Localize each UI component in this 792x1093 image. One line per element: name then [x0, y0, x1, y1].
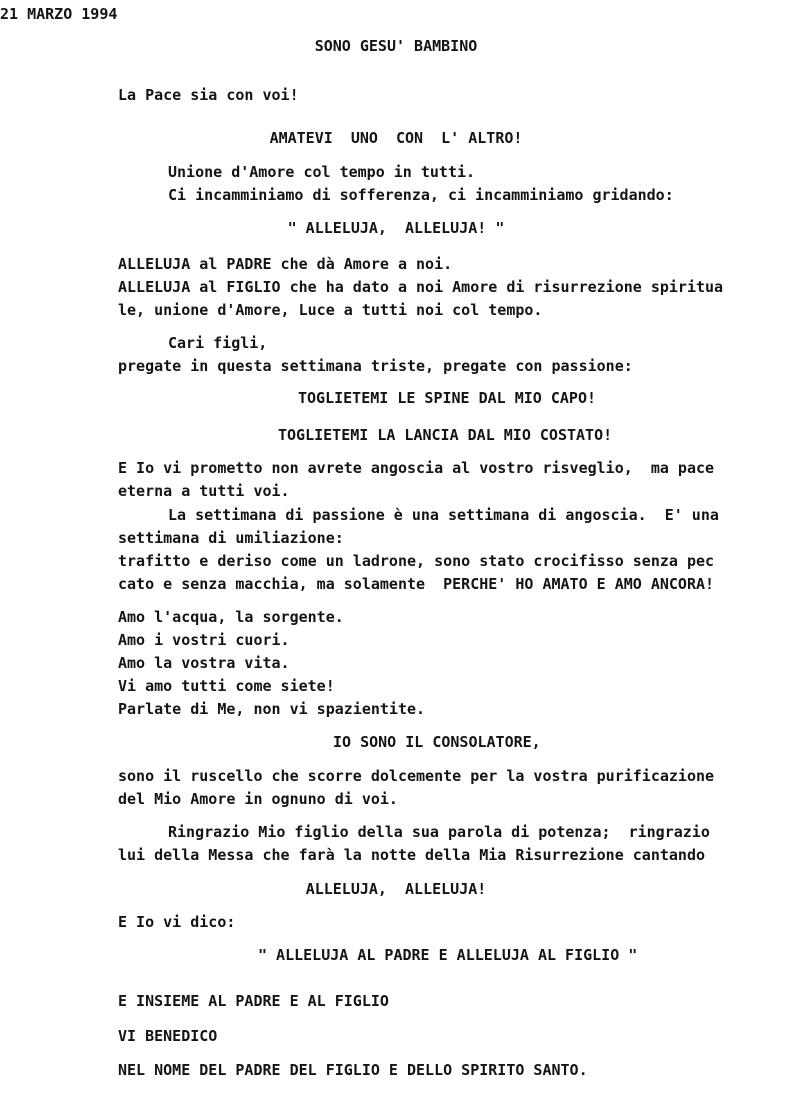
- text-line: La settimana di passione è una settimana di angoscia. E' una: [168, 506, 719, 524]
- text-line: trafitto e deriso come un ladrone, sono stato crocifisso senza pec: [118, 552, 715, 570]
- text-line: E INSIEME AL PADRE E AL FIGLIO: [118, 992, 389, 1010]
- text-line: pregate in questa settimana triste, pregate con passione:: [118, 357, 633, 375]
- text-line: ALLELUJA al FIGLIO che ha dato a noi Amore di risurrezione spiritua: [118, 278, 724, 296]
- text-line: Unione d'Amore col tempo in tutti.: [168, 163, 476, 181]
- text-line: cato e senza macchia, ma solamente PERCHE' HO AMATO E AMO ANCORA!: [118, 575, 715, 593]
- text-line: ALLELUJA, ALLELUJA!: [305, 880, 487, 898]
- date: 21 MARZO 1994: [0, 5, 118, 23]
- text-line: Amo i vostri cuori.: [118, 631, 290, 649]
- text-line: " ALLELUJA, ALLELUJA! ": [287, 219, 505, 237]
- text-line: Parlate di Me, non vi spazientite.: [118, 700, 426, 718]
- text-line: settimana di umiliazione:: [118, 529, 344, 547]
- page-title: SONO GESU' BAMBINO: [314, 37, 478, 55]
- text-line: TOGLIETEMI LE SPINE DAL MIO CAPO!: [298, 389, 597, 407]
- text-line: " ALLELUJA AL PADRE E ALLELUJA AL FIGLIO ": [258, 946, 638, 964]
- text-line: Ringrazio Mio figlio della sua parola di potenza; ringrazio: [168, 823, 710, 841]
- text-line: VI BENEDICO: [118, 1027, 218, 1045]
- text-line: lui della Messa che farà la notte della Mia Risurrezione cantando: [118, 846, 705, 864]
- text-line: Ci incamminiamo di sofferenza, ci incamminiamo gridando:: [168, 186, 674, 204]
- text-line: E Io vi prometto non avrete angoscia al vostro risveglio, ma pace: [118, 459, 715, 477]
- text-line: AMATEVI UNO CON L' ALTRO!: [269, 129, 523, 147]
- text-line: eterna a tutti voi.: [118, 482, 290, 500]
- text-line: Cari figli,: [168, 334, 268, 352]
- text-line: TOGLIETEMI LA LANCIA DAL MIO COSTATO!: [278, 426, 613, 444]
- text-line: ALLELUJA al PADRE che dà Amore a noi.: [118, 255, 453, 273]
- text-line: NEL NOME DEL PADRE DEL FIGLIO E DELLO SPIRITO SANTO.: [118, 1061, 588, 1079]
- text-line: IO SONO IL CONSOLATORE,: [333, 733, 541, 751]
- text-line: Vi amo tutti come siete!: [118, 677, 335, 695]
- text-line: le, unione d'Amore, Luce a tutti noi col tempo.: [118, 301, 543, 319]
- text-line: E Io vi dico:: [118, 913, 236, 931]
- text-line: sono il ruscello che scorre dolcemente per la vostra purificazione: [118, 767, 715, 785]
- text-line: Amo l'acqua, la sorgente.: [118, 608, 344, 626]
- text-line: La Pace sia con voi!: [118, 86, 299, 104]
- text-line: del Mio Amore in ognuno di voi.: [118, 790, 398, 808]
- text-line: Amo la vostra vita.: [118, 654, 290, 672]
